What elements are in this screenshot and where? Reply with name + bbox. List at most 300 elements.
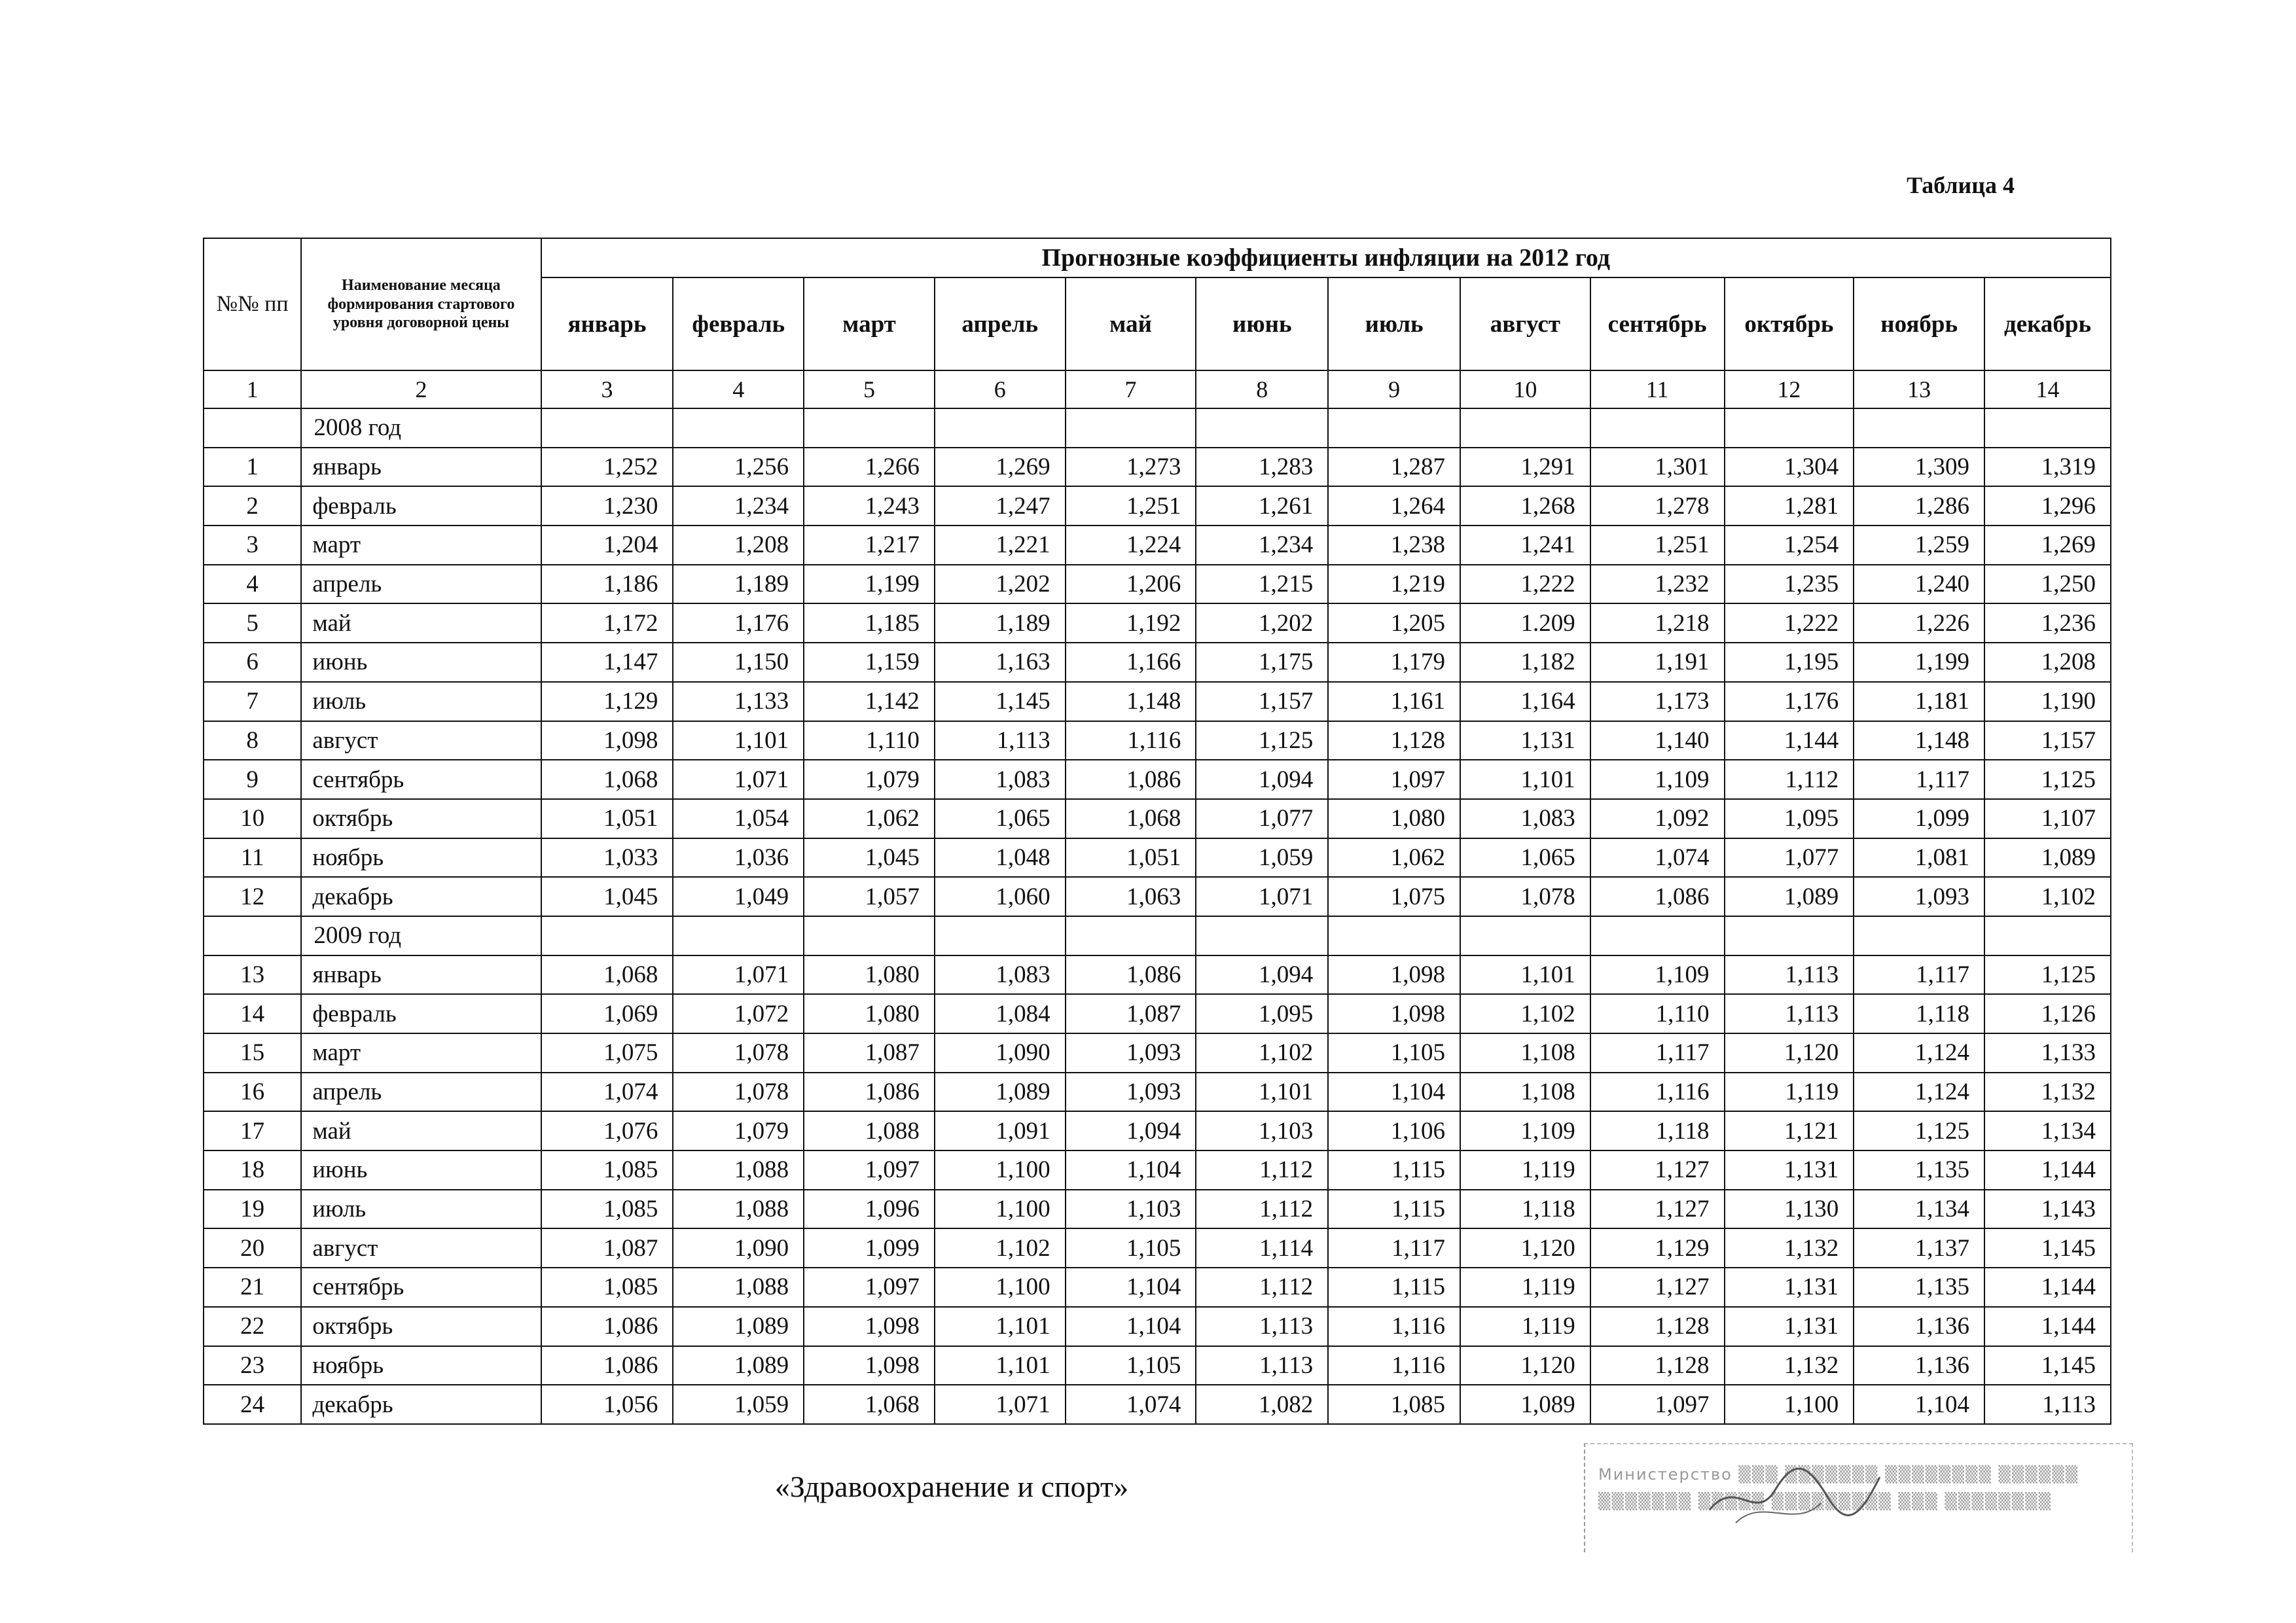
coefficient-cell: 1,181 bbox=[1854, 682, 1984, 721]
column-number: 14 bbox=[1984, 370, 2111, 408]
empty-cell bbox=[204, 916, 301, 955]
coefficient-cell: 1,134 bbox=[1854, 1190, 1984, 1229]
coefficient-cell: 1,056 bbox=[541, 1385, 673, 1424]
coefficient-cell: 1,145 bbox=[935, 682, 1066, 721]
coefficient-cell: 1,089 bbox=[673, 1307, 804, 1346]
row-number: 2 bbox=[204, 486, 301, 526]
coefficient-cell: 1,102 bbox=[935, 1228, 1066, 1268]
coefficient-cell: 1,089 bbox=[1460, 1385, 1590, 1424]
coefficient-cell: 1,083 bbox=[1460, 799, 1590, 838]
coefficient-cell: 1,240 bbox=[1854, 565, 1984, 604]
row-month: октябрь bbox=[301, 799, 541, 838]
coefficient-cell: 1,049 bbox=[673, 877, 804, 916]
coefficient-cell: 1,243 bbox=[804, 486, 935, 526]
coefficient-cell: 1,264 bbox=[1328, 486, 1460, 526]
coefficient-cell: 1,125 bbox=[1984, 760, 2111, 799]
empty-cell bbox=[804, 408, 935, 448]
coefficient-cell: 1,235 bbox=[1725, 565, 1854, 604]
coefficient-cell: 1,085 bbox=[1328, 1385, 1460, 1424]
coefficient-cell: 1,086 bbox=[541, 1307, 673, 1346]
coefficient-cell: 1,065 bbox=[1460, 838, 1590, 878]
coefficient-cell: 1,080 bbox=[1328, 799, 1460, 838]
empty-cell bbox=[1328, 408, 1460, 448]
coefficient-cell: 1,218 bbox=[1590, 603, 1725, 643]
coefficient-cell: 1,100 bbox=[1725, 1385, 1854, 1424]
table-row bbox=[204, 1385, 2111, 1424]
coefficient-cell: 1,164 bbox=[1460, 682, 1590, 721]
row-number: 11 bbox=[204, 838, 301, 878]
row-month: июль bbox=[301, 1190, 541, 1229]
table-row bbox=[204, 799, 2111, 838]
coefficient-cell: 1,110 bbox=[804, 721, 935, 760]
coefficient-cell: 1,089 bbox=[1725, 877, 1854, 916]
row-number: 14 bbox=[204, 994, 301, 1033]
coefficient-cell: 1,118 bbox=[1460, 1190, 1590, 1229]
coefficient-cell: 1,085 bbox=[541, 1150, 673, 1190]
coefficient-cell: 1,082 bbox=[1196, 1385, 1328, 1424]
table-row bbox=[204, 643, 2111, 682]
coefficient-cell: 1,100 bbox=[935, 1150, 1066, 1190]
row-number: 24 bbox=[204, 1385, 301, 1424]
empty-cell bbox=[1725, 408, 1854, 448]
column-number: 2 bbox=[301, 370, 541, 408]
coefficient-cell: 1,084 bbox=[935, 994, 1066, 1033]
coefficient-cell: 1,247 bbox=[935, 486, 1066, 526]
coefficient-cell: 1,269 bbox=[1984, 526, 2111, 565]
coefficient-cell: 1,089 bbox=[935, 1073, 1066, 1112]
coefficient-cell: 1,129 bbox=[1590, 1228, 1725, 1268]
coefficient-cell: 1,098 bbox=[541, 721, 673, 760]
coefficient-cell: 1,238 bbox=[1328, 526, 1460, 565]
coefficient-cell: 1,136 bbox=[1854, 1346, 1984, 1385]
table-row bbox=[204, 1346, 2111, 1385]
coefficient-cell: 1,109 bbox=[1460, 1111, 1590, 1150]
coefficient-cell: 1,092 bbox=[1590, 799, 1725, 838]
coefficient-cell: 1,179 bbox=[1328, 643, 1460, 682]
coefficient-cell: 1,113 bbox=[1196, 1346, 1328, 1385]
coefficient-cell: 1,143 bbox=[1984, 1190, 2111, 1229]
row-number: 12 bbox=[204, 877, 301, 916]
coefficient-cell: 1,224 bbox=[1066, 526, 1196, 565]
coefficient-cell: 1,159 bbox=[804, 643, 935, 682]
coefficient-cell: 1,132 bbox=[1725, 1228, 1854, 1268]
coefficient-cell: 1,104 bbox=[1328, 1073, 1460, 1112]
coefficient-cell: 1,069 bbox=[541, 994, 673, 1033]
coefficient-cell: 1,208 bbox=[673, 526, 804, 565]
table-row bbox=[204, 682, 2111, 721]
coefficient-cell: 1,101 bbox=[935, 1346, 1066, 1385]
coefficient-cell: 1,109 bbox=[1590, 955, 1725, 995]
row-number: 7 bbox=[204, 682, 301, 721]
coefficient-cell: 1,186 bbox=[541, 565, 673, 604]
coefficient-cell: 1,118 bbox=[1590, 1111, 1725, 1150]
header-month-12: декабрь bbox=[1984, 277, 2111, 370]
coefficient-cell: 1,099 bbox=[804, 1228, 935, 1268]
coefficient-cell: 1,086 bbox=[1066, 955, 1196, 995]
coefficient-cell: 1,112 bbox=[1196, 1268, 1328, 1307]
column-number: 7 bbox=[1066, 370, 1196, 408]
coefficient-cell: 1,062 bbox=[1328, 838, 1460, 878]
row-month: июнь bbox=[301, 643, 541, 682]
column-number: 1 bbox=[204, 370, 301, 408]
coefficient-cell: 1,101 bbox=[935, 1307, 1066, 1346]
coefficient-cell: 1,241 bbox=[1460, 526, 1590, 565]
row-number: 4 bbox=[204, 565, 301, 604]
coefficient-cell: 1,202 bbox=[1196, 603, 1328, 643]
coefficient-cell: 1,078 bbox=[673, 1073, 804, 1112]
header-month-1: январь bbox=[541, 277, 673, 370]
coefficient-cell: 1,148 bbox=[1854, 721, 1984, 760]
coefficient-cell: 1,215 bbox=[1196, 565, 1328, 604]
header-month-4: апрель bbox=[935, 277, 1066, 370]
coefficient-cell: 1,110 bbox=[1590, 994, 1725, 1033]
coefficient-cell: 1,086 bbox=[1066, 760, 1196, 799]
coefficient-cell: 1,101 bbox=[673, 721, 804, 760]
table-row bbox=[204, 603, 2111, 643]
empty-cell bbox=[1725, 916, 1854, 955]
coefficient-cell: 1,101 bbox=[1196, 1073, 1328, 1112]
coefficient-cell: 1,045 bbox=[541, 877, 673, 916]
coefficient-cell: 1,252 bbox=[541, 448, 673, 487]
coefficient-cell: 1,112 bbox=[1725, 760, 1854, 799]
coefficient-cell: 1,090 bbox=[935, 1033, 1066, 1073]
coefficient-cell: 1,261 bbox=[1196, 486, 1328, 526]
coefficient-cell: 1,080 bbox=[804, 994, 935, 1033]
coefficient-cell: 1,105 bbox=[1066, 1228, 1196, 1268]
row-month: сентябрь bbox=[301, 1268, 541, 1307]
header-forecast-title: Прогнозные коэффициенты инфляции на 2012 год bbox=[541, 238, 2111, 277]
coefficient-cell: 1,087 bbox=[804, 1033, 935, 1073]
coefficient-cell: 1,205 bbox=[1328, 603, 1460, 643]
coefficient-cell: 1,185 bbox=[804, 603, 935, 643]
coefficient-cell: 1,219 bbox=[1328, 565, 1460, 604]
header-month-2: февраль bbox=[673, 277, 804, 370]
coefficient-cell: 1,144 bbox=[1984, 1150, 2111, 1190]
coefficient-cell: 1,113 bbox=[1725, 955, 1854, 995]
coefficient-cell: 1,077 bbox=[1196, 799, 1328, 838]
table-row bbox=[204, 877, 2111, 916]
empty-cell bbox=[1460, 408, 1590, 448]
header-number: №№ пп bbox=[204, 238, 301, 370]
coefficient-cell: 1,176 bbox=[1725, 682, 1854, 721]
coefficient-cell: 1,116 bbox=[1328, 1346, 1460, 1385]
coefficient-cell: 1,087 bbox=[1066, 994, 1196, 1033]
empty-cell bbox=[1196, 916, 1328, 955]
coefficient-cell: 1,157 bbox=[1196, 682, 1328, 721]
coefficient-cell: 1,119 bbox=[1460, 1307, 1590, 1346]
coefficient-cell: 1,161 bbox=[1328, 682, 1460, 721]
coefficient-cell: 1,145 bbox=[1984, 1228, 2111, 1268]
empty-cell bbox=[673, 916, 804, 955]
header-month-7: июль bbox=[1328, 277, 1460, 370]
column-number: 9 bbox=[1328, 370, 1460, 408]
coefficient-cell: 1,068 bbox=[541, 955, 673, 995]
row-month: январь bbox=[301, 955, 541, 995]
coefficient-cell: 1,071 bbox=[673, 760, 804, 799]
coefficient-cell: 1,199 bbox=[804, 565, 935, 604]
table-row bbox=[204, 1073, 2111, 1112]
coefficient-cell: 1,287 bbox=[1328, 448, 1460, 487]
header-month-8: август bbox=[1460, 277, 1590, 370]
coefficient-cell: 1,112 bbox=[1196, 1190, 1328, 1229]
coefficient-cell: 1,250 bbox=[1984, 565, 2111, 604]
coefficient-cell: 1,113 bbox=[1984, 1385, 2111, 1424]
empty-cell bbox=[804, 916, 935, 955]
empty-cell bbox=[541, 408, 673, 448]
coefficient-cell: 1,098 bbox=[804, 1307, 935, 1346]
coefficient-cell: 1,060 bbox=[935, 877, 1066, 916]
coefficient-cell: 1,133 bbox=[673, 682, 804, 721]
coefficient-cell: 1,117 bbox=[1590, 1033, 1725, 1073]
row-month: сентябрь bbox=[301, 760, 541, 799]
empty-cell bbox=[1196, 408, 1328, 448]
column-number: 4 bbox=[673, 370, 804, 408]
coefficient-cell: 1,234 bbox=[673, 486, 804, 526]
coefficient-cell: 1,099 bbox=[1854, 799, 1984, 838]
row-month: февраль bbox=[301, 994, 541, 1033]
coefficient-cell: 1,072 bbox=[673, 994, 804, 1033]
coefficient-cell: 1,108 bbox=[1460, 1033, 1590, 1073]
coefficient-cell: 1,078 bbox=[673, 1033, 804, 1073]
coefficient-cell: 1,124 bbox=[1854, 1073, 1984, 1112]
coefficient-cell: 1,076 bbox=[541, 1111, 673, 1150]
coefficient-cell: 1,189 bbox=[673, 565, 804, 604]
coefficient-cell: 1,059 bbox=[1196, 838, 1328, 878]
coefficient-cell: 1,172 bbox=[541, 603, 673, 643]
coefficient-cell: 1.209 bbox=[1460, 603, 1590, 643]
coefficient-cell: 1,117 bbox=[1854, 760, 1984, 799]
header-month-3: март bbox=[804, 277, 935, 370]
coefficient-cell: 1,093 bbox=[1066, 1033, 1196, 1073]
row-number: 10 bbox=[204, 799, 301, 838]
coefficient-cell: 1,114 bbox=[1196, 1228, 1328, 1268]
coefficient-cell: 1,286 bbox=[1854, 486, 1984, 526]
coefficient-cell: 1,081 bbox=[1854, 838, 1984, 878]
coefficient-cell: 1,202 bbox=[935, 565, 1066, 604]
coefficient-cell: 1,230 bbox=[541, 486, 673, 526]
coefficient-cell: 1,086 bbox=[541, 1346, 673, 1385]
coefficient-cell: 1,094 bbox=[1196, 955, 1328, 995]
coefficient-cell: 1,222 bbox=[1725, 603, 1854, 643]
coefficient-cell: 1,189 bbox=[935, 603, 1066, 643]
coefficient-cell: 1,144 bbox=[1984, 1307, 2111, 1346]
coefficient-cell: 1,075 bbox=[1328, 877, 1460, 916]
coefficient-cell: 1,131 bbox=[1725, 1307, 1854, 1346]
coefficient-cell: 1,127 bbox=[1590, 1190, 1725, 1229]
column-number: 3 bbox=[541, 370, 673, 408]
row-number: 13 bbox=[204, 955, 301, 995]
coefficient-cell: 1,033 bbox=[541, 838, 673, 878]
row-month: август bbox=[301, 721, 541, 760]
empty-cell bbox=[1590, 408, 1725, 448]
table-row bbox=[204, 721, 2111, 760]
coefficient-cell: 1,071 bbox=[673, 955, 804, 995]
coefficient-cell: 1,101 bbox=[1460, 760, 1590, 799]
certification-stamp bbox=[1584, 1443, 2133, 1552]
table-row bbox=[204, 448, 2111, 487]
row-number: 9 bbox=[204, 760, 301, 799]
coefficient-cell: 1,086 bbox=[804, 1073, 935, 1112]
coefficient-cell: 1,088 bbox=[673, 1268, 804, 1307]
coefficient-cell: 1,217 bbox=[804, 526, 935, 565]
coefficient-cell: 1,254 bbox=[1725, 526, 1854, 565]
coefficient-cell: 1,083 bbox=[935, 760, 1066, 799]
coefficient-cell: 1,136 bbox=[1854, 1307, 1984, 1346]
coefficient-cell: 1,115 bbox=[1328, 1190, 1460, 1229]
coefficient-cell: 1,120 bbox=[1460, 1228, 1590, 1268]
coefficient-cell: 1,083 bbox=[935, 955, 1066, 995]
coefficient-cell: 1,117 bbox=[1854, 955, 1984, 995]
coefficient-cell: 1,057 bbox=[804, 877, 935, 916]
coefficient-cell: 1,129 bbox=[541, 682, 673, 721]
coefficient-cell: 1,106 bbox=[1328, 1111, 1460, 1150]
coefficient-cell: 1,098 bbox=[1328, 955, 1460, 995]
coefficient-cell: 1,107 bbox=[1984, 799, 2111, 838]
inflation-coefficients-table bbox=[203, 238, 2111, 1425]
row-month: ноябрь bbox=[301, 1346, 541, 1385]
column-number: 11 bbox=[1590, 370, 1725, 408]
coefficient-cell: 1,119 bbox=[1460, 1150, 1590, 1190]
coefficient-cell: 1,266 bbox=[804, 448, 935, 487]
coefficient-cell: 1,074 bbox=[541, 1073, 673, 1112]
coefficient-cell: 1,085 bbox=[541, 1268, 673, 1307]
coefficient-cell: 1,175 bbox=[1196, 643, 1328, 682]
coefficient-cell: 1,273 bbox=[1066, 448, 1196, 487]
coefficient-cell: 1,291 bbox=[1460, 448, 1590, 487]
row-number: 5 bbox=[204, 603, 301, 643]
coefficient-cell: 1,101 bbox=[1460, 955, 1590, 995]
table-row bbox=[204, 1150, 2111, 1190]
coefficient-cell: 1,094 bbox=[1066, 1111, 1196, 1150]
coefficient-cell: 1,126 bbox=[1984, 994, 2111, 1033]
coefficient-cell: 1,222 bbox=[1460, 565, 1590, 604]
coefficient-cell: 1,142 bbox=[804, 682, 935, 721]
coefficient-cell: 1,125 bbox=[1854, 1111, 1984, 1150]
coefficient-cell: 1,221 bbox=[935, 526, 1066, 565]
coefficient-cell: 1,147 bbox=[541, 643, 673, 682]
coefficient-cell: 1,113 bbox=[1725, 994, 1854, 1033]
empty-cell bbox=[1328, 916, 1460, 955]
coefficient-cell: 1,105 bbox=[1066, 1346, 1196, 1385]
coefficient-cell: 1,108 bbox=[1460, 1073, 1590, 1112]
coefficient-cell: 1,065 bbox=[935, 799, 1066, 838]
row-number: 20 bbox=[204, 1228, 301, 1268]
coefficient-cell: 1,088 bbox=[673, 1150, 804, 1190]
coefficient-cell: 1,134 bbox=[1984, 1111, 2111, 1150]
coefficient-cell: 1,131 bbox=[1725, 1268, 1854, 1307]
coefficient-cell: 1,232 bbox=[1590, 565, 1725, 604]
row-month: октябрь bbox=[301, 1307, 541, 1346]
coefficient-cell: 1,085 bbox=[541, 1190, 673, 1229]
coefficient-cell: 1,093 bbox=[1066, 1073, 1196, 1112]
column-number: 5 bbox=[804, 370, 935, 408]
coefficient-cell: 1,319 bbox=[1984, 448, 2111, 487]
coefficient-cell: 1,208 bbox=[1984, 643, 2111, 682]
table-row bbox=[204, 1228, 2111, 1268]
empty-cell bbox=[1854, 408, 1984, 448]
year-heading: 2009 год bbox=[301, 916, 541, 955]
coefficient-cell: 1,068 bbox=[541, 760, 673, 799]
coefficient-cell: 1,176 bbox=[673, 603, 804, 643]
row-number: 17 bbox=[204, 1111, 301, 1150]
coefficient-cell: 1,199 bbox=[1854, 643, 1984, 682]
coefficient-cell: 1,166 bbox=[1066, 643, 1196, 682]
table-row bbox=[204, 1111, 2111, 1150]
coefficient-cell: 1,301 bbox=[1590, 448, 1725, 487]
coefficient-cell: 1,074 bbox=[1590, 838, 1725, 878]
row-number: 22 bbox=[204, 1307, 301, 1346]
table-row bbox=[204, 838, 2111, 878]
coefficient-cell: 1,075 bbox=[541, 1033, 673, 1073]
coefficient-cell: 1,088 bbox=[673, 1190, 804, 1229]
column-number: 8 bbox=[1196, 370, 1328, 408]
coefficient-cell: 1,173 bbox=[1590, 682, 1725, 721]
footer-source: «Здравоохранение и спорт» bbox=[774, 1470, 1129, 1503]
coefficient-cell: 1,127 bbox=[1590, 1268, 1725, 1307]
coefficient-cell: 1,283 bbox=[1196, 448, 1328, 487]
coefficient-cell: 1,068 bbox=[804, 1385, 935, 1424]
coefficient-cell: 1,096 bbox=[804, 1190, 935, 1229]
coefficient-cell: 1,113 bbox=[1196, 1307, 1328, 1346]
coefficient-cell: 1,098 bbox=[804, 1346, 935, 1385]
coefficient-cell: 1,104 bbox=[1066, 1268, 1196, 1307]
coefficient-cell: 1,296 bbox=[1984, 486, 2111, 526]
empty-cell bbox=[1590, 916, 1725, 955]
coefficient-cell: 1,094 bbox=[1196, 760, 1328, 799]
coefficient-cell: 1,191 bbox=[1590, 643, 1725, 682]
coefficient-cell: 1,100 bbox=[935, 1190, 1066, 1229]
coefficient-cell: 1,125 bbox=[1984, 955, 2111, 995]
header-month-9: сентябрь bbox=[1590, 277, 1725, 370]
coefficient-cell: 1,115 bbox=[1328, 1268, 1460, 1307]
column-number: 10 bbox=[1460, 370, 1590, 408]
row-number: 6 bbox=[204, 643, 301, 682]
coefficient-cell: 1,131 bbox=[1460, 721, 1590, 760]
header-month-name: Наименование месяца формирования стартового уровня договорной цены bbox=[301, 238, 541, 370]
coefficient-cell: 1,090 bbox=[673, 1228, 804, 1268]
coefficient-cell: 1,148 bbox=[1066, 682, 1196, 721]
coefficient-cell: 1,089 bbox=[1984, 838, 2111, 878]
coefficient-cell: 1,102 bbox=[1460, 994, 1590, 1033]
coefficient-cell: 1,131 bbox=[1725, 1150, 1854, 1190]
coefficient-cell: 1,059 bbox=[673, 1385, 804, 1424]
coefficient-cell: 1,080 bbox=[804, 955, 935, 995]
coefficient-cell: 1,104 bbox=[1854, 1385, 1984, 1424]
coefficient-cell: 1,071 bbox=[1196, 877, 1328, 916]
coefficient-cell: 1,095 bbox=[1196, 994, 1328, 1033]
table-row bbox=[204, 955, 2111, 995]
empty-cell bbox=[541, 916, 673, 955]
coefficient-cell: 1,121 bbox=[1725, 1111, 1854, 1150]
header-month-11: ноябрь bbox=[1854, 277, 1984, 370]
row-month: май bbox=[301, 1111, 541, 1150]
coefficient-cell: 1,120 bbox=[1725, 1033, 1854, 1073]
coefficient-cell: 1,104 bbox=[1066, 1307, 1196, 1346]
coefficient-cell: 1,268 bbox=[1460, 486, 1590, 526]
coefficient-cell: 1,128 bbox=[1590, 1307, 1725, 1346]
coefficient-cell: 1,091 bbox=[935, 1111, 1066, 1150]
row-number: 21 bbox=[204, 1268, 301, 1307]
signature-stamp-icon bbox=[1696, 1451, 1893, 1543]
coefficient-cell: 1,071 bbox=[935, 1385, 1066, 1424]
column-number: 12 bbox=[1725, 370, 1854, 408]
coefficient-cell: 1,079 bbox=[673, 1111, 804, 1150]
coefficient-cell: 1,103 bbox=[1196, 1111, 1328, 1150]
empty-cell bbox=[1854, 916, 1984, 955]
coefficient-cell: 1,105 bbox=[1328, 1033, 1460, 1073]
coefficient-cell: 1,062 bbox=[804, 799, 935, 838]
column-number: 6 bbox=[935, 370, 1066, 408]
